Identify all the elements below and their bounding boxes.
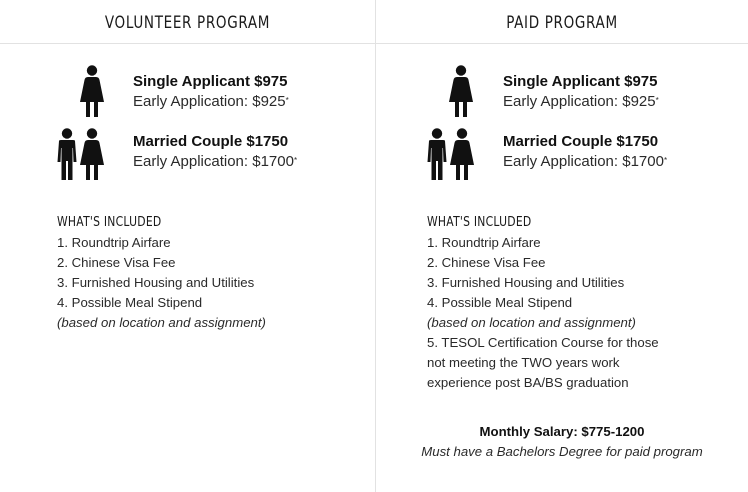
married-couple-title: Married Couple $1750 xyxy=(133,133,289,150)
married-early-application: Early Application: $1700* xyxy=(503,153,668,170)
list-item: 4. Possible Meal Stipend xyxy=(427,295,573,310)
paid-program-heading: PAID PROGRAM xyxy=(506,13,618,32)
list-item-continuation: experience post BA/BS graduation xyxy=(427,375,629,390)
salary-block xyxy=(376,422,748,462)
woman-icon xyxy=(79,65,105,117)
list-item: 5. TESOL Certification Course for those xyxy=(427,335,659,350)
single-applicant-title: Single Applicant $975 xyxy=(133,73,288,90)
single-applicant-title: Single Applicant $975 xyxy=(503,73,658,90)
list-item-continuation: not meeting the TWO years work xyxy=(427,355,620,370)
married-couple-title: Married Couple $1750 xyxy=(503,133,659,150)
single-early-application: Early Application: $925* xyxy=(133,93,289,110)
list-item: 3. Furnished Housing and Utilities xyxy=(427,275,625,290)
single-applicant-price xyxy=(503,72,659,112)
married-couple-price xyxy=(503,132,667,172)
married-couple-price xyxy=(133,132,297,172)
included-note: (based on location and assignment) xyxy=(427,315,636,330)
included-note: (based on location and assignment) xyxy=(57,315,266,330)
monthly-salary: Monthly Salary: $775-1200 xyxy=(479,424,645,439)
woman-icon xyxy=(448,65,474,117)
list-item: 2. Chinese Visa Fee xyxy=(427,255,546,270)
married-early-application: Early Application: $1700* xyxy=(133,153,298,170)
man-woman-couple-icon xyxy=(56,128,106,180)
list-item: 1. Roundtrip Airfare xyxy=(427,235,541,250)
list-item: 2. Chinese Visa Fee xyxy=(57,255,176,270)
single-early-application: Early Application: $925* xyxy=(503,93,659,110)
list-item: 1. Roundtrip Airfare xyxy=(57,235,171,250)
whats-included-heading: WHAT'S INCLUDED xyxy=(57,214,162,230)
list-item: 3. Furnished Housing and Utilities xyxy=(57,275,255,290)
man-woman-couple-icon xyxy=(426,128,476,180)
whats-included-list xyxy=(57,233,266,333)
paid-program-column xyxy=(376,0,748,492)
volunteer-program-heading: VOLUNTEER PROGRAM xyxy=(104,13,271,32)
whats-included-list xyxy=(427,233,659,393)
single-applicant-price xyxy=(133,72,289,112)
degree-requirement-note: Must have a Bachelors Degree for paid program xyxy=(421,444,703,459)
whats-included-heading: WHAT'S INCLUDED xyxy=(427,214,532,230)
list-item: 4. Possible Meal Stipend xyxy=(57,295,203,310)
